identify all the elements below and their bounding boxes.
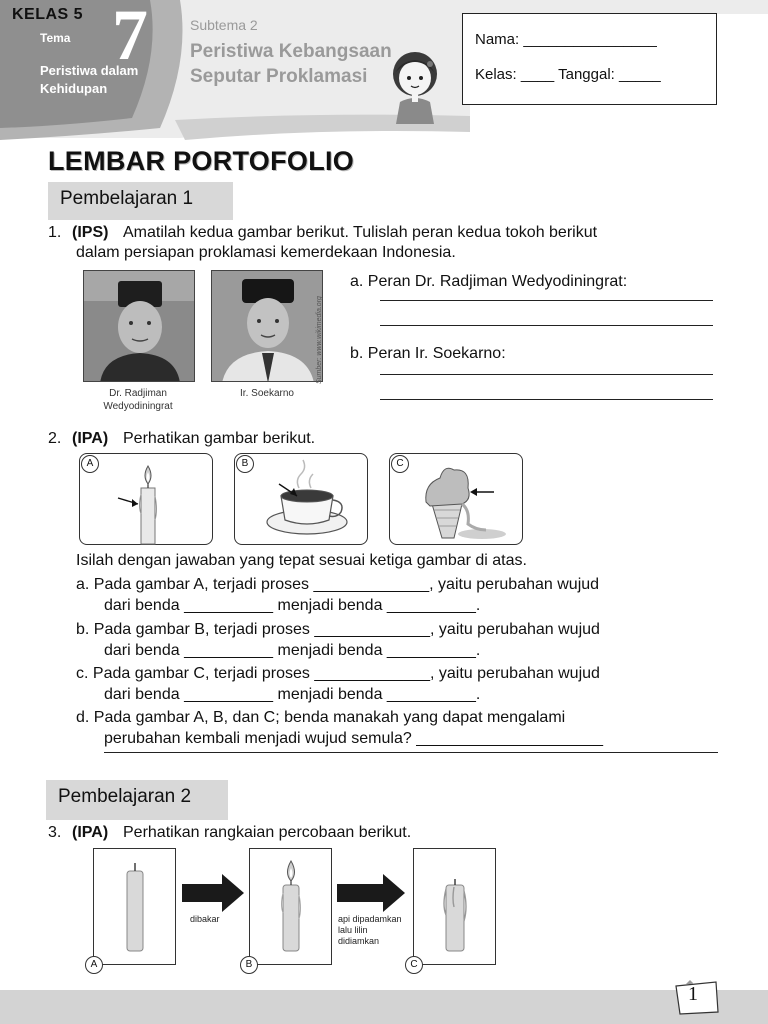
student-info-box — [462, 13, 717, 105]
class-date-field[interactable]: Kelas: ____ Tanggal: _____ — [475, 66, 661, 83]
section-header-2: Pembelajaran 2 — [46, 780, 228, 820]
q1-number: 1. — [48, 224, 62, 241]
picture-b-label: B — [236, 455, 254, 473]
q2-text: Perhatikan gambar berikut. — [123, 430, 316, 447]
extinguished-candle-icon — [414, 849, 497, 966]
footer-bar — [0, 990, 768, 1024]
image-source: Sumber: www.wikimedia.org — [316, 296, 323, 384]
name-field[interactable]: Nama: ________________ — [475, 31, 657, 48]
picture-c-box — [389, 453, 523, 545]
q2d-line2[interactable]: perubahan kembali menjadi wujud semula? _____________________ — [104, 730, 604, 747]
q2b-line2[interactable]: dari benda __________ menjadi benda __________. — [104, 642, 481, 659]
picture-a-box — [79, 453, 213, 545]
step2-label: api dipadamkan lalu lilin didiamkan — [338, 914, 402, 946]
q2-number: 2. — [48, 430, 62, 447]
portrait-radjiman-icon — [84, 271, 195, 382]
page-title: LEMBAR PORTOFOLIO — [48, 146, 355, 176]
q2d-line1: d. Pada gambar A, B, dan C; benda manakah yang dapat mengalami — [76, 709, 566, 726]
experiment-c-box — [413, 848, 496, 965]
q1b-label: b. Peran Ir. Soekarno: — [350, 345, 506, 362]
q2-subject: (IPA) — [72, 430, 109, 447]
q1a-answer-line-1[interactable] — [380, 300, 713, 301]
burning-candle-icon — [250, 849, 333, 966]
q3-number: 3. — [48, 824, 62, 841]
q2a-line2[interactable]: dari benda __________ menjadi benda __________. — [104, 597, 481, 614]
page-number: 1 — [688, 983, 698, 1005]
photo-radjiman — [83, 270, 195, 382]
q2c-line2[interactable]: dari benda __________ menjadi benda __________. — [104, 686, 481, 703]
q1-subject: (IPS) — [72, 224, 109, 241]
q2c-line1[interactable]: c. Pada gambar C, terjadi proses _____________, yaitu perubahan wujud — [76, 665, 600, 682]
photo-soekarno — [211, 270, 323, 382]
q3-text: Perhatikan rangkaian percobaan berikut. — [123, 824, 412, 841]
q1a-label: a. Peran Dr. Radjiman Wedyodiningrat: — [350, 273, 628, 290]
q1-text-line1: Amatilah kedua gambar berikut. Tulislah peran kedua tokoh berikut — [123, 224, 598, 241]
subtheme-title: Peristiwa Kebangsaan Seputar Proklamasi — [190, 41, 392, 87]
experiment-b-label: B — [240, 956, 258, 974]
q3-subject: (IPA) — [72, 824, 109, 841]
unlit-candle-icon — [94, 849, 177, 966]
q1-text-line2: dalam persiapan proklamasi kemerdekaan Indonesia. — [76, 244, 456, 261]
q2-instruction: Isilah dengan jawaban yang tepat sesuai ketiga gambar di atas. — [76, 552, 527, 569]
experiment-b-box — [249, 848, 332, 965]
section-header-1: Pembelajaran 1 — [48, 182, 233, 220]
picture-a-label: A — [81, 455, 99, 473]
caption-radjiman: Dr. Radjiman Wedyodiningrat — [103, 388, 173, 412]
q2b-line1[interactable]: b. Pada gambar B, terjadi proses _____________, yaitu perubahan wujud — [76, 621, 600, 638]
steaming-cup-icon — [235, 454, 369, 546]
theme-name: Peristiwa dalam Kehidupan — [40, 63, 139, 96]
theme-number: 7 — [112, 0, 148, 75]
picture-c-label: C — [391, 455, 409, 473]
theme-label: Tema — [40, 31, 71, 45]
subtheme-label: Subtema 2 — [190, 17, 258, 33]
q1b-answer-line-1[interactable] — [380, 374, 713, 375]
portrait-soekarno-icon — [212, 271, 323, 382]
q2d-answer-line[interactable] — [104, 752, 718, 753]
class-label: KELAS 5 — [12, 6, 84, 23]
arrow-right-icon — [337, 874, 405, 912]
experiment-c-label: C — [405, 956, 423, 974]
picture-b-box — [234, 453, 368, 545]
girl-illustration — [382, 44, 448, 124]
step1-label: dibakar — [190, 914, 220, 924]
q1a-answer-line-2[interactable] — [380, 325, 713, 326]
experiment-a-box — [93, 848, 176, 965]
q2a-line1[interactable]: a. Pada gambar A, terjadi proses _____________, yaitu perubahan wujud — [76, 576, 600, 593]
arrow-right-icon — [182, 874, 244, 912]
caption-soekarno: Ir. Soekarno — [240, 388, 294, 399]
experiment-a-label: A — [85, 956, 103, 974]
melting-candle-icon — [80, 454, 214, 546]
q1b-answer-line-2[interactable] — [380, 399, 713, 400]
melting-ice-cream-icon — [390, 454, 524, 546]
